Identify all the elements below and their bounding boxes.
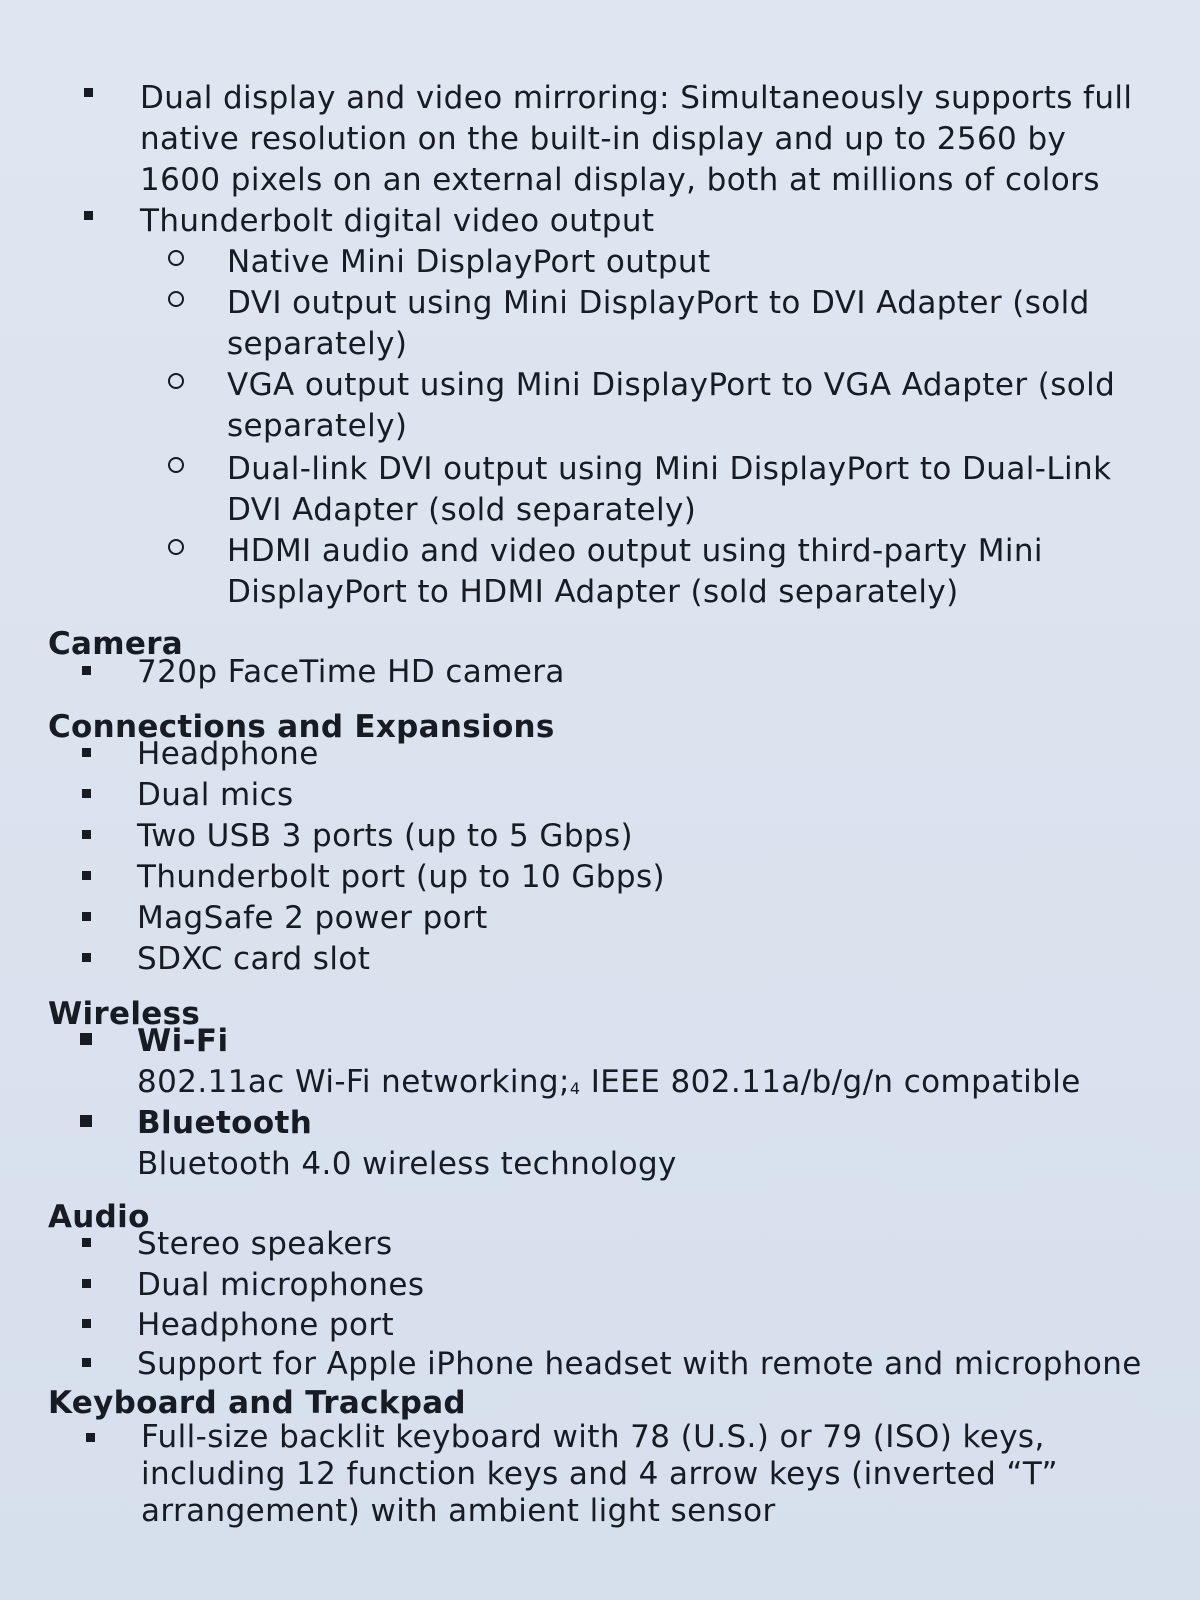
- square-bullet-icon: [82, 789, 91, 798]
- item-line: 1600 pixels on an external display, both at millions of colors: [140, 162, 1100, 198]
- item-line: SDXC card slot: [137, 941, 371, 977]
- section-heading-wireless: Wireless: [48, 996, 201, 1032]
- wifi-title: Wi-Fi: [137, 1023, 229, 1059]
- section-heading-connections: Connections and Expansions: [48, 709, 555, 745]
- square-bullet-icon: [82, 871, 91, 880]
- item-line: Thunderbolt digital video output: [140, 203, 655, 239]
- item-line: arrangement) with ambient light sensor: [141, 1493, 776, 1529]
- section-heading-keyboard: Keyboard and Trackpad: [48, 1385, 466, 1421]
- square-bullet-icon: [82, 1279, 91, 1288]
- square-bullet-icon: [84, 211, 93, 220]
- circle-bullet-icon: [168, 457, 184, 473]
- item-line: Thunderbolt port (up to 10 Gbps): [137, 859, 666, 895]
- item-line: separately): [227, 408, 408, 444]
- item-line: Dual-link DVI output using Mini DisplayPort to Dual-Link: [227, 451, 1112, 487]
- square-bullet-icon: [82, 1358, 91, 1367]
- square-bullet-icon: [82, 912, 91, 921]
- item-line: separately): [227, 326, 408, 362]
- circle-bullet-icon: [168, 373, 184, 389]
- item-line: Dual mics: [137, 777, 294, 813]
- item-line: DVI output using Mini DisplayPort to DVI Adapter (sold: [227, 285, 1090, 321]
- wifi-description: [137, 1062, 1081, 1103]
- bluetooth-description: Bluetooth 4.0 wireless technology: [137, 1146, 677, 1182]
- item-line: Dual display and video mirroring: Simultaneously supports full: [140, 80, 1133, 116]
- item-line: including 12 function keys and 4 arrow keys (inverted “T”: [141, 1456, 1059, 1492]
- square-bullet-icon: [82, 953, 91, 962]
- circle-bullet-icon: [168, 539, 184, 555]
- item-line: MagSafe 2 power port: [137, 900, 488, 936]
- square-bullet-icon: [80, 1115, 92, 1127]
- item-line: Two USB 3 ports (up to 5 Gbps): [137, 818, 634, 854]
- item-line: VGA output using Mini DisplayPort to VGA Adapter (sold: [227, 367, 1116, 403]
- item-line: Support for Apple iPhone headset with remote and microphone: [137, 1346, 1142, 1382]
- section-heading-camera: Camera: [48, 626, 184, 662]
- square-bullet-icon: [82, 830, 91, 839]
- square-bullet-icon: [82, 1319, 91, 1328]
- bluetooth-title: Bluetooth: [137, 1105, 313, 1141]
- wifi-desc-text: IEEE 802.11a/b/g/n compatible: [580, 1064, 1081, 1100]
- item-line: 720p FaceTime HD camera: [137, 654, 565, 690]
- item-line: DVI Adapter (sold separately): [227, 492, 697, 528]
- item-line: Stereo speakers: [137, 1226, 393, 1262]
- item-line: Dual microphones: [137, 1267, 425, 1303]
- item-line: native resolution on the built-in display and up to 2560 by: [140, 121, 1067, 157]
- item-line: Native Mini DisplayPort output: [227, 244, 711, 280]
- footnote-marker: 4: [569, 1079, 581, 1098]
- square-bullet-icon: [86, 1433, 95, 1442]
- section-heading-audio: Audio: [48, 1199, 150, 1235]
- square-bullet-icon: [82, 748, 91, 757]
- item-line: Headphone: [137, 736, 319, 772]
- item-line: HDMI audio and video output using third-party Mini: [227, 533, 1043, 569]
- square-bullet-icon: [82, 1238, 91, 1247]
- square-bullet-icon: [84, 88, 93, 97]
- item-line: Full-size backlit keyboard with 78 (U.S.) or 79 (ISO) keys,: [141, 1419, 1045, 1455]
- square-bullet-icon: [80, 1033, 92, 1045]
- item-line: DisplayPort to HDMI Adapter (sold separately): [227, 574, 959, 610]
- circle-bullet-icon: [168, 250, 184, 266]
- wifi-desc-text: 802.11ac Wi-Fi networking;: [137, 1064, 570, 1100]
- item-line: Headphone port: [137, 1307, 395, 1343]
- circle-bullet-icon: [168, 291, 184, 307]
- square-bullet-icon: [82, 666, 91, 675]
